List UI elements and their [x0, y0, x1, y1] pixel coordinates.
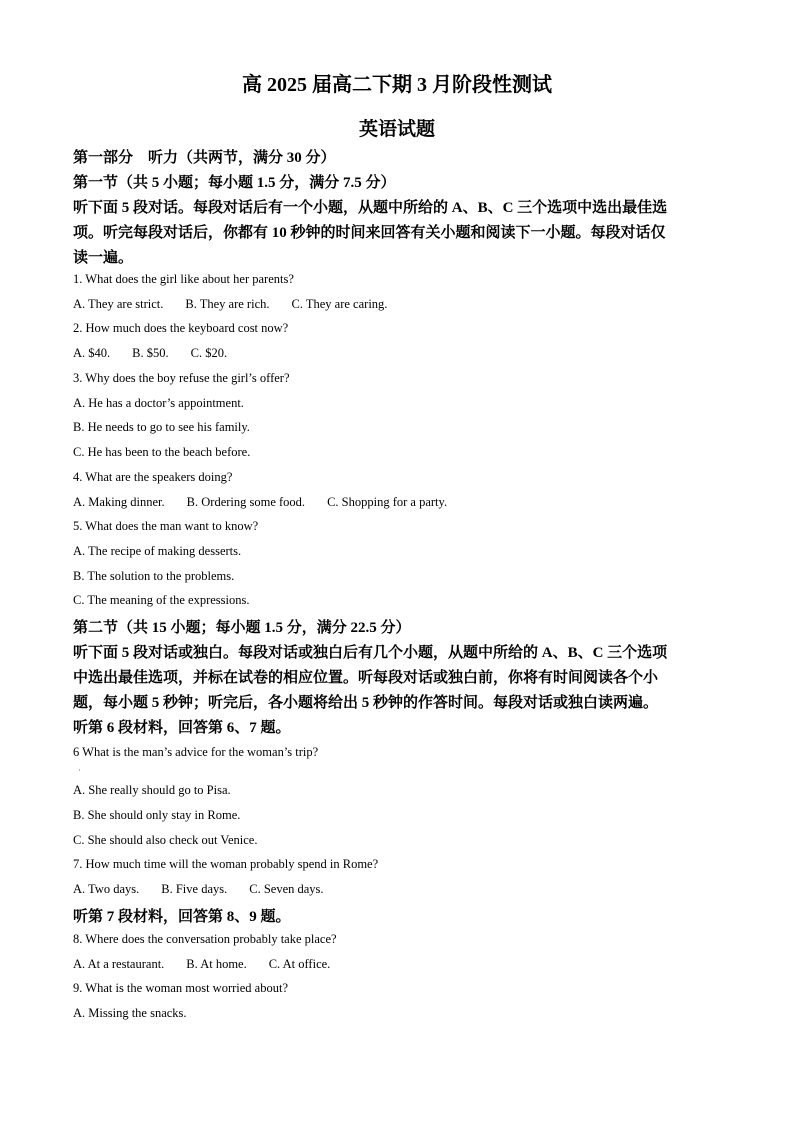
section2-instruction-line: 题，每小题 5 秒钟；听完后，各小题将给出 5 秒钟的作答时间。每段对话或独白读两遍。: [73, 695, 659, 711]
option: C. Shopping for a party.: [327, 495, 448, 509]
option: A. They are strict.: [73, 297, 164, 311]
question-1: 1. What does the girl like about her parents?: [73, 272, 294, 286]
question-6: 6 What is the man’s advice for the woman’s trip?: [73, 745, 319, 759]
question-1-options: [73, 297, 387, 312]
option: A. The recipe of making desserts.: [73, 544, 242, 558]
option: A. She really should go to Pisa.: [73, 783, 231, 797]
option: B. Ordering some food.: [186, 495, 306, 509]
section1-instruction-line: 读一遍。: [73, 250, 134, 266]
option: A. He has a doctor’s appointment.: [73, 396, 244, 410]
material-heading: 听第 7 段材料，回答第 8、9 题。: [73, 909, 291, 925]
option: A. Making dinner.: [73, 495, 165, 509]
question-2-options: [73, 346, 227, 361]
section2-heading: 第二节（共 15 小题；每小题 1.5 分，满分 22.5 分）: [73, 620, 411, 636]
question-7: 7. How much time will the woman probably spend in Rome?: [73, 857, 379, 871]
option: C. $20.: [190, 346, 228, 360]
option: C. She should also check out Venice.: [73, 833, 258, 847]
question-3: 3. Why does the boy refuse the girl’s offer?: [73, 371, 290, 385]
option: B. She should only stay in Rome.: [73, 808, 241, 822]
option: B. They are rich.: [185, 297, 270, 311]
question-8-options: [73, 957, 330, 972]
question-4: 4. What are the speakers doing?: [73, 470, 233, 484]
section1-instruction-line: 项。听完每段对话后，你都有 10 秒钟的时间来回答有关小题和阅读下一小题。每段对话仅: [73, 225, 666, 241]
option: C. Seven days.: [249, 882, 324, 896]
part-heading: 第一部分 听力（共两节，满分 30 分）: [73, 150, 336, 166]
stray-dot: ·: [78, 765, 81, 775]
option: A. $40.: [73, 346, 111, 360]
material-heading: 听第 6 段材料，回答第 6、7 题。: [73, 720, 291, 736]
option: B. At home.: [186, 957, 247, 971]
question-9: 9. What is the woman most worried about?: [73, 981, 289, 995]
option: A. Missing the snacks.: [73, 1006, 187, 1020]
option: A. Two days.: [73, 882, 140, 896]
section2-instruction-line: 听下面 5 段对话或独白。每段对话或独白后有几个小题，从题中所给的 A、B、C 三个选项: [73, 645, 668, 661]
option: C. At office.: [268, 957, 331, 971]
option: C. The meaning of the expressions.: [73, 593, 250, 607]
option: B. He needs to go to see his family.: [73, 420, 250, 434]
section1-instruction-line: 听下面 5 段对话。每段对话后有一个小题，从题中所给的 A、B、C 三个选项中选出最佳选: [73, 200, 668, 216]
section2-instruction-line: 中选出最佳选项，并标在试卷的相应位置。听每段对话或独白前，你将有时间阅读各个小: [73, 670, 659, 686]
option: B. The solution to the problems.: [73, 569, 235, 583]
question-2: 2. How much does the keyboard cost now?: [73, 321, 289, 335]
option: B. Five days.: [161, 882, 228, 896]
option: C. He has been to the beach before.: [73, 445, 251, 459]
question-5: 5. What does the man want to know?: [73, 519, 259, 533]
option: B. $50.: [132, 346, 169, 360]
option: A. At a restaurant.: [73, 957, 165, 971]
exam-subtitle: 英语试题: [358, 119, 435, 140]
question-7-options: [73, 882, 324, 897]
section1-heading: 第一节（共 5 小题；每小题 1.5 分，满分 7.5 分）: [73, 175, 396, 191]
question-4-options: [73, 495, 447, 510]
exam-title: 高 2025 届高二下期 3 月阶段性测试: [242, 74, 552, 96]
question-8: 8. Where does the conversation probably take place?: [73, 932, 337, 946]
option: C. They are caring.: [291, 297, 388, 311]
